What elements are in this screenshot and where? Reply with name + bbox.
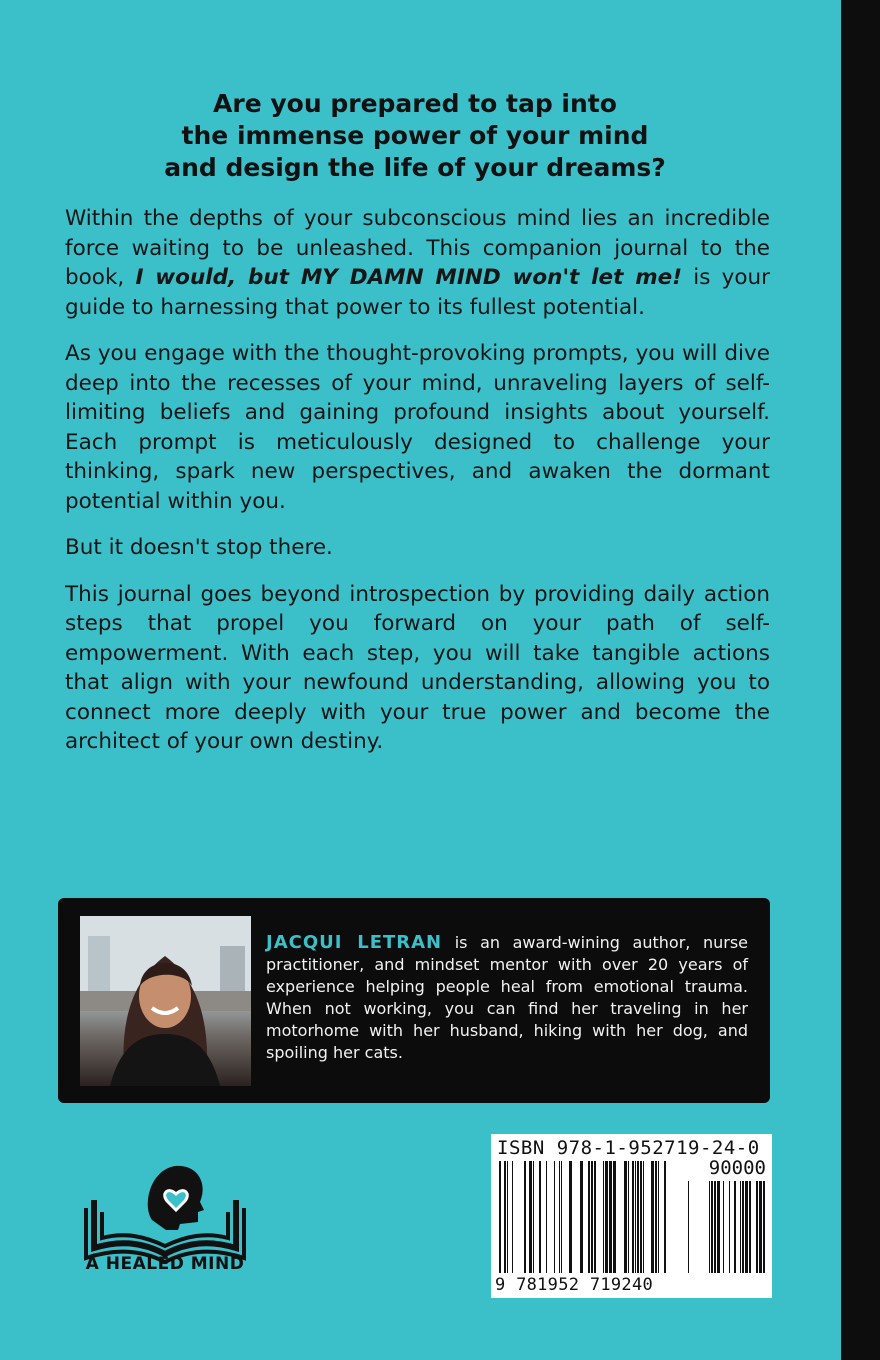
- headline-line-3: and design the life of your dreams?: [164, 153, 666, 182]
- author-bio-text: is an award-wining author, nurse practitioner, and mindset mentor with over 20 years of experience helping people heal from emotional trauma. When not working, you can find her traveling in her motorhome with her husband, hiking with her dog, and spoiling her cats.: [266, 933, 748, 1062]
- paragraph-1-intro: Within the depths of your subconscious mind lies an incredible force waiting to be unleashed. This companion journal to the book,: [65, 206, 770, 290]
- headline-line-2: the immense power of your mind: [181, 121, 649, 150]
- isbn-text: ISBN 978-1-952719-24-0: [497, 1137, 760, 1159]
- cover-edge: [841, 0, 880, 1360]
- isbn-barcode: [491, 1134, 772, 1298]
- description-paragraph-2: As you engage with the thought-provoking prompts, you will dive deep into the recesses of your mind, unraveling layers of self-limiting beliefs and gaining profound insights about yourself. Each prompt is meticulously designed to challenge your thinking, spark new perspectives, and awaken the dormant potential within you.: [65, 341, 770, 514]
- headline-line-1: Are you prepared to tap into: [213, 89, 617, 118]
- description-paragraph-3: But it doesn't stop there.: [65, 535, 333, 560]
- description: [65, 204, 770, 774]
- author-portrait-image: [80, 916, 251, 1086]
- headline: [60, 88, 770, 184]
- paragraph-1-end: is your guide to harnessing that power to its fullest potential.: [65, 265, 770, 320]
- barcode-bars: [491, 1134, 772, 1298]
- barcode-digits: 9 781952 719240: [495, 1275, 654, 1295]
- book-title: I would, but MY DAMN MIND won't let me!: [135, 265, 683, 290]
- author-bio: [266, 932, 748, 1064]
- author-photo: [80, 916, 251, 1086]
- author-box: [58, 898, 770, 1103]
- price-code: 90000: [708, 1157, 766, 1179]
- author-name: JACQUI LETRAN: [266, 932, 443, 953]
- publisher-logo-text: A HEALED MIND: [85, 1254, 245, 1274]
- description-paragraph-1: [65, 204, 770, 322]
- description-paragraph-4: This journal goes beyond introspection by providing daily action steps that propel you forward on your path of self-empowerment. With each step, you will take tangible actions that align with your newfound understanding, allowing you to connect more deeply with your true power and become the architect of your own destiny.: [65, 581, 770, 754]
